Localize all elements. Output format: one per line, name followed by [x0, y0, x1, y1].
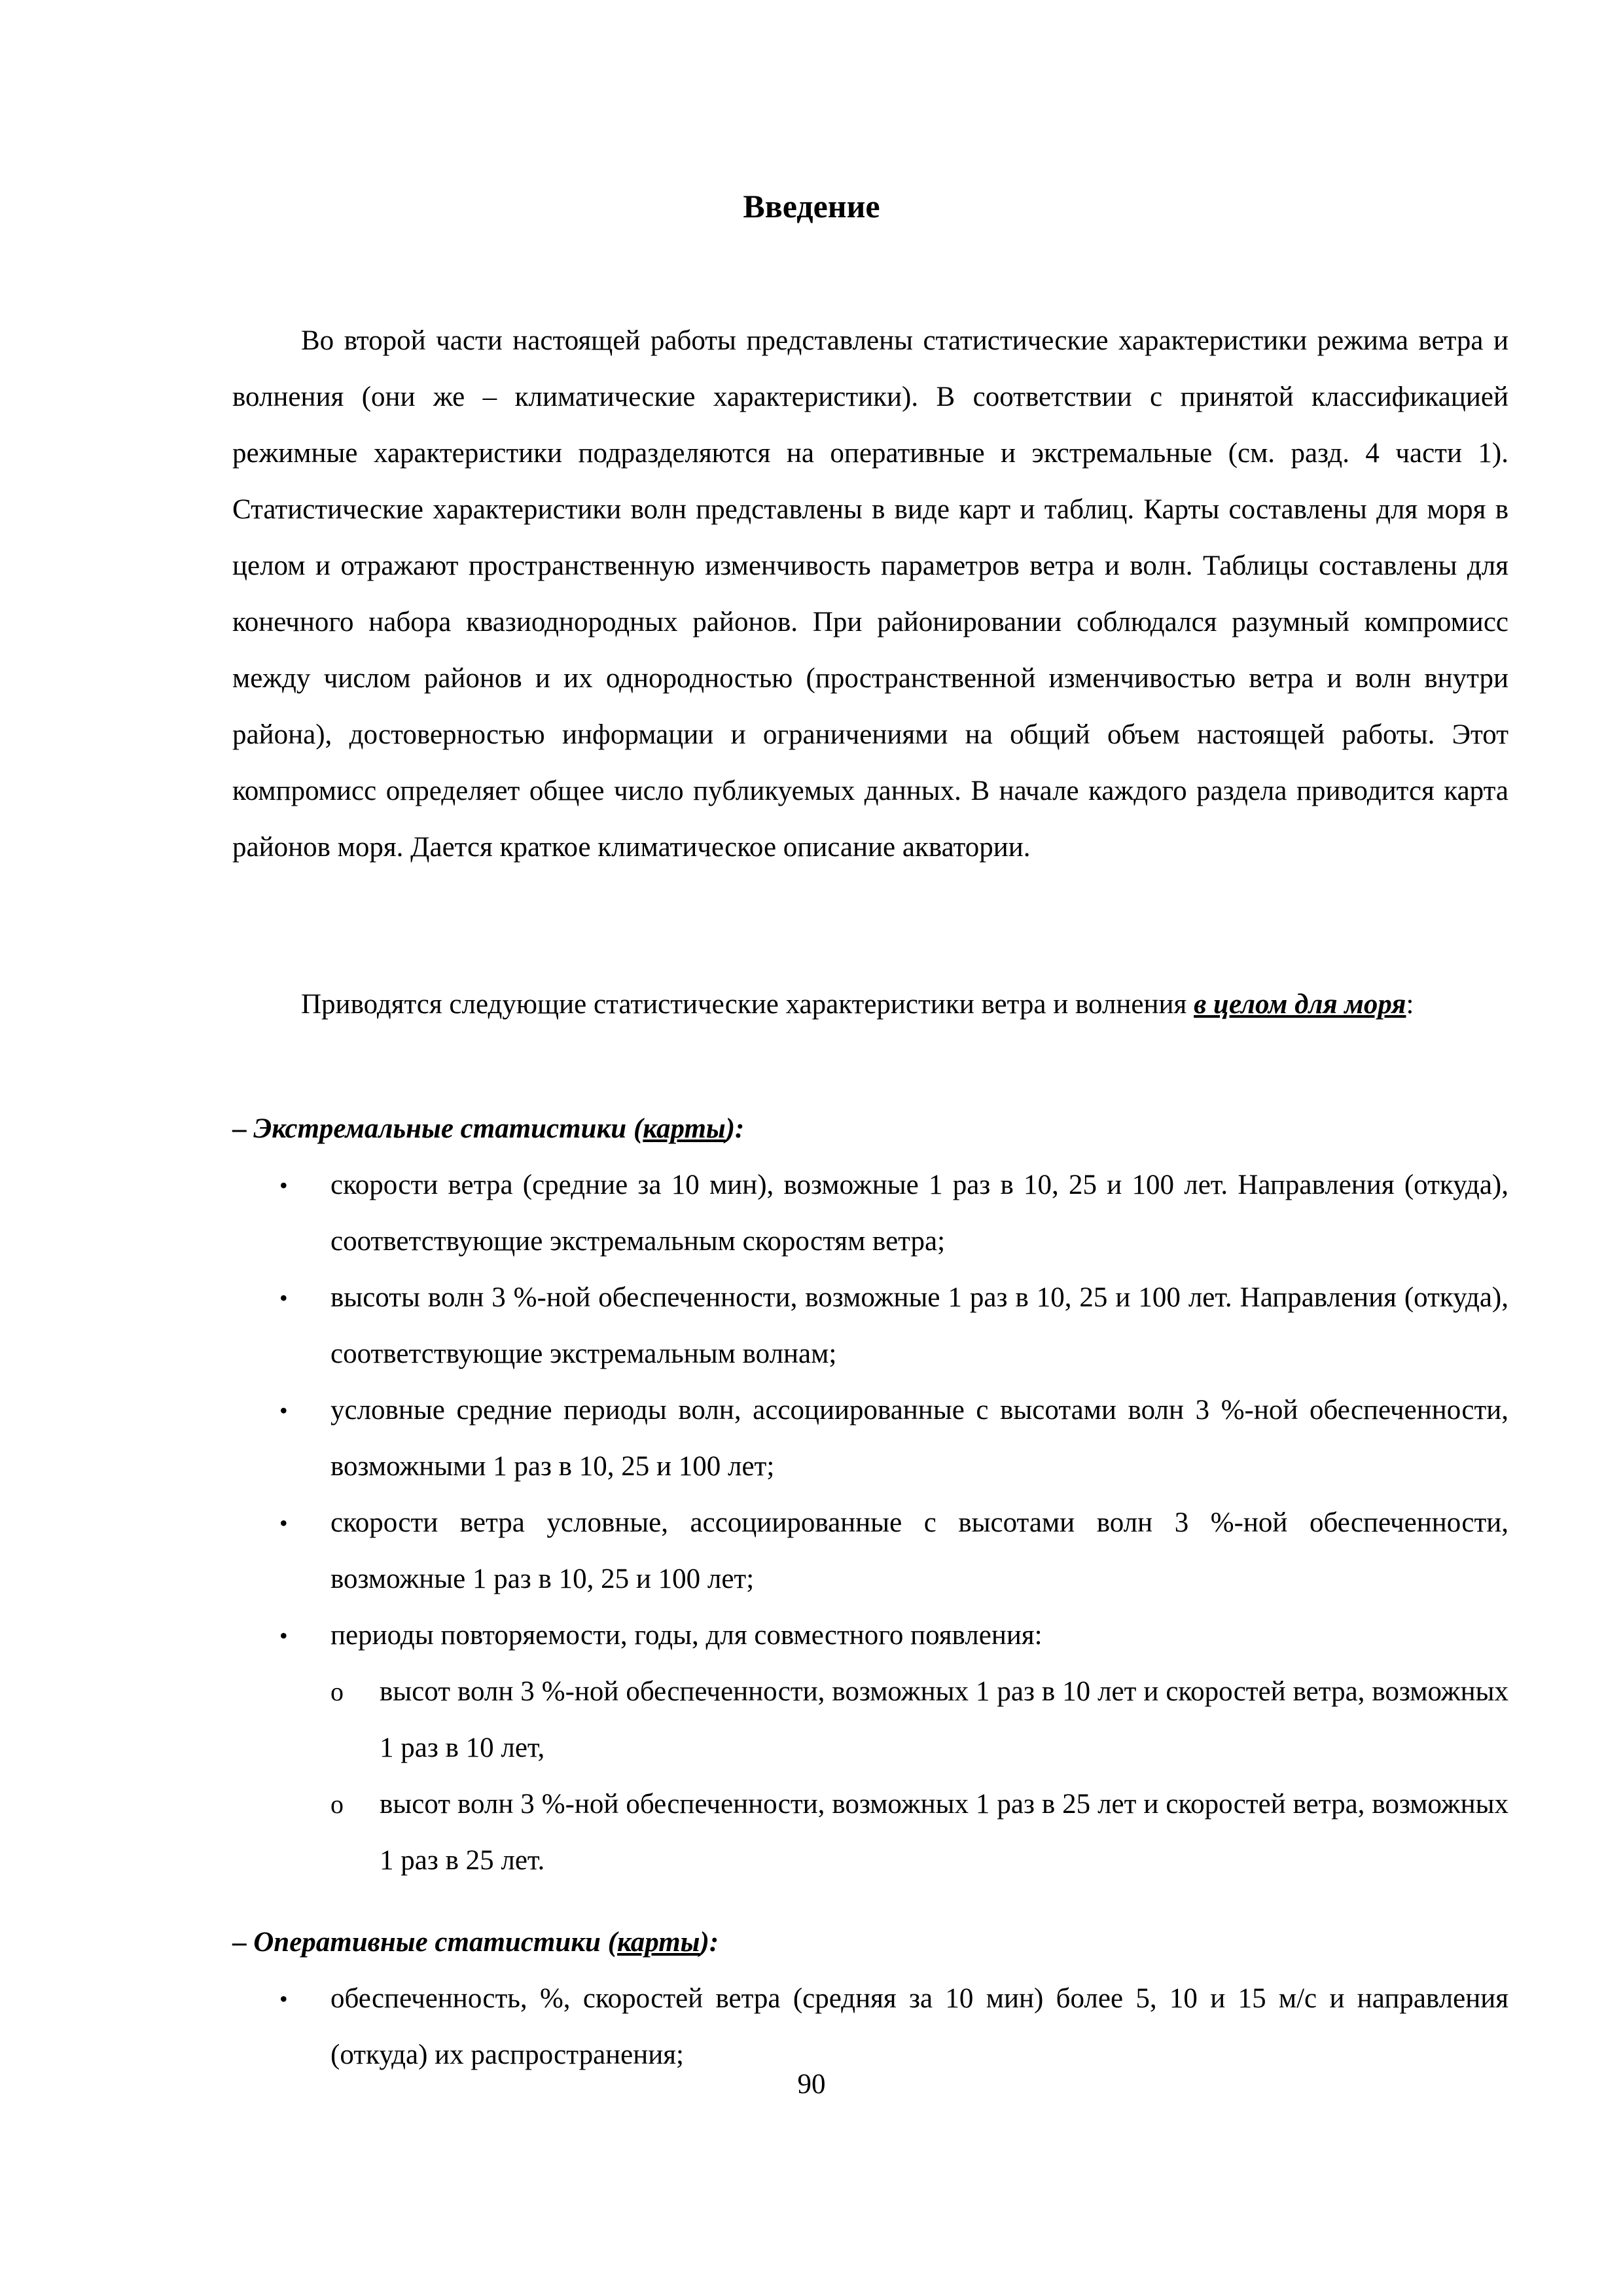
extreme-heading-text: Экстремальные статистики (	[253, 1113, 643, 1144]
page-title: Введение	[743, 188, 880, 224]
operative-section	[232, 1914, 1508, 2083]
extreme-heading-link: карты	[643, 1113, 726, 1144]
list-item	[232, 1382, 1508, 1495]
list-item-text: периоды повторяемости, годы, для совместного появления:	[330, 1620, 1043, 1651]
operative-dash: –	[232, 1927, 247, 1958]
list-item	[232, 1157, 1508, 1270]
body-text	[232, 313, 1508, 876]
circle-bullet-icon: o	[330, 1789, 344, 1819]
list-intro-suffix: :	[1406, 989, 1414, 1020]
intro-paragraph: Во второй части настоящей работы представлены статистические характеристики режима ветра и волнения (они же – климатические характеристики). В соответствии с принятой классификацией режимные характеристики подразделяются на оперативные и экстремальные (см. разд. 4 части 1). Статистические характеристики волн представлены в виде карт и таблиц. Карты составлены для моря в целом и отражают пространственную изменчивость параметров ветра и волн. Таблицы составлены для конечного набора квазиоднородных районов. При районировании соблюдался разумный компромисс между числом районов и их однородностью (пространственной изменчивостью ветра и волн внутри района), достоверностью информации и ограничениями на общий объем настоящей работы. Этот компромисс определяет общее число публикуемых данных. В начале каждого раздела приводится карта районов моря. Дается краткое климатическое описание акватории.	[232, 325, 1508, 863]
list-intro-emphasis: в целом для моря	[1194, 989, 1406, 1020]
operative-list	[232, 1971, 1508, 2083]
list-intro-block	[232, 977, 1508, 1033]
bullet-icon: •	[279, 1510, 288, 1536]
list-item-text: скорости ветра условные, ассоциированные с высотами волн 3 %-ной обеспеченности, возможные 1 раз в 10, 25 и 100 лет;	[330, 1507, 1508, 1594]
list-item-text: обеспеченность, %, скоростей ветра (средняя за 10 мин) более 5, 10 и 15 м/с и направления (откуда) их распространения;	[330, 1983, 1508, 2070]
list-item-text: условные средние периоды волн, ассоциированные с высотами волн 3 %-ной обеспеченности, возможными 1 раз в 10, 25 и 100 лет;	[330, 1395, 1508, 1482]
bullet-icon: •	[279, 1397, 288, 1424]
sub-list-item	[330, 1664, 1508, 1776]
extreme-heading-end: ):	[725, 1113, 745, 1144]
bullet-icon: •	[279, 1623, 288, 1649]
page-number: 90	[797, 2069, 826, 2100]
bullet-icon: •	[279, 1172, 288, 1198]
list-intro-text: Приводятся следующие статистические характеристики ветра и волнения	[301, 989, 1194, 1020]
operative-heading-text: Оперативные статистики (	[253, 1927, 618, 1958]
bullet-icon: •	[279, 1285, 288, 1311]
extreme-section	[232, 1101, 1508, 1889]
operative-heading-end: ):	[700, 1927, 719, 1958]
extreme-section-heading	[232, 1101, 1508, 1157]
operative-section-heading	[232, 1914, 1508, 1971]
extreme-dash: –	[232, 1113, 247, 1144]
operative-heading-link: карты	[617, 1927, 700, 1958]
list-item	[232, 1971, 1508, 2083]
sub-list-item-text: высот волн 3 %-ной обеспеченности, возможных 1 раз в 10 лет и скоростей ветра, возможных 1 раз в 10 лет,	[380, 1676, 1508, 1763]
circle-bullet-icon: o	[330, 1677, 344, 1706]
list-item	[232, 1607, 1508, 1889]
list-item-text: скорости ветра (средние за 10 мин), возможные 1 раз в 10, 25 и 100 лет. Направления (откуда), соответствующие экстремальным скоростям ветра;	[330, 1170, 1508, 1257]
list-item-text: высоты волн 3 %-ной обеспеченности, возможные 1 раз в 10, 25 и 100 лет. Направления (откуда), соответствующие экстремальным волнам;	[330, 1282, 1508, 1369]
bullet-icon: •	[279, 1986, 288, 2012]
list-item	[232, 1495, 1508, 1607]
extreme-list	[232, 1157, 1508, 1889]
list-intro-paragraph	[232, 977, 1508, 1033]
sub-list-item-text: высот волн 3 %-ной обеспеченности, возможных 1 раз в 25 лет и скоростей ветра, возможных 1 раз в 25 лет.	[380, 1789, 1508, 1876]
extreme-sub-list	[330, 1664, 1508, 1889]
sub-list-item	[330, 1776, 1508, 1889]
list-item	[232, 1270, 1508, 1382]
